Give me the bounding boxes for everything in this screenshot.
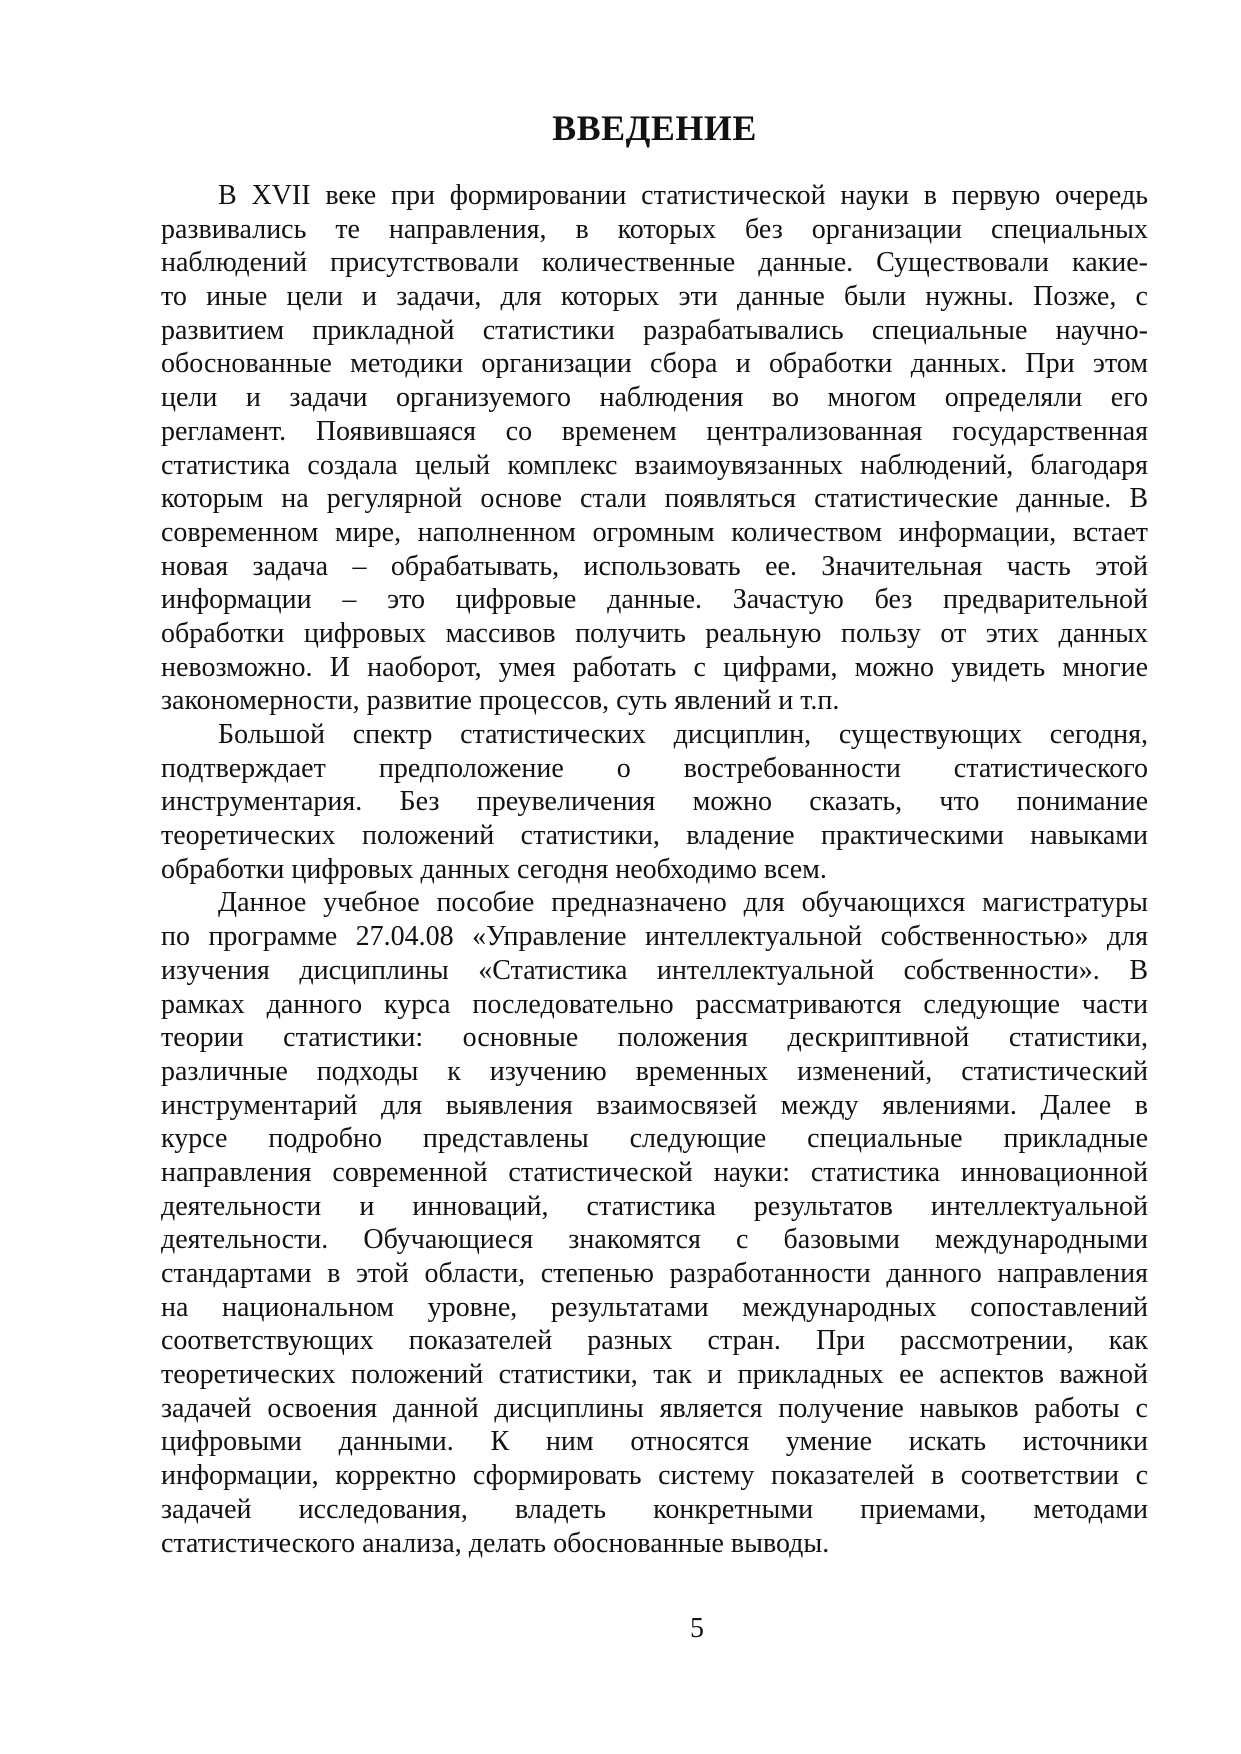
text-line: инструментарий для выявления взаимосвязей между явлениями. Далее в	[161, 1089, 1148, 1121]
text-line: информации – это цифровые данные. Зачастую без предварительной	[161, 584, 1148, 616]
text-line: деятельности и инноваций, статистика результатов интеллектуальной	[161, 1190, 1148, 1222]
text-line: обработки цифровых данных сегодня необходимо всем.	[161, 853, 827, 885]
text-line: различные подходы к изучению временных изменений, статистический	[161, 1055, 1148, 1087]
text-line: деятельности. Обучающиеся знакомятся с базовыми международными	[161, 1224, 1148, 1256]
text-line: цели и задачи организуемого наблюдения во многом определяли его	[161, 382, 1148, 414]
text-line: развивались те направления, в которых без организации специальных	[161, 213, 1148, 245]
text-line: соответствующих показателей разных стран. При рассмотрении, как	[161, 1325, 1148, 1357]
text-line: цифровыми данными. К ним относятся умение искать источники	[161, 1426, 1148, 1458]
text-line: на национальном уровне, результатами международных сопоставлений	[161, 1291, 1148, 1323]
text-line: статистика создала целый комплекс взаимоувязанных наблюдений, благодаря	[161, 449, 1148, 481]
text-line: В XVII веке при формировании статистической науки в первую очередь	[218, 180, 1148, 211]
text-line: изучения дисциплины «Статистика интеллектуальной собственности». В	[161, 954, 1148, 986]
text-line: курсе подробно представлены следующие специальные прикладные	[161, 1123, 1148, 1155]
text-line: теории статистики: основные положения дескриптивной статистики,	[161, 1022, 1148, 1054]
text-line: наблюдений присутствовали количественные данные. Существовали какие-	[161, 247, 1148, 279]
text-line: Данное учебное пособие предназначено для обучающихся магистратуры	[218, 887, 1148, 919]
text-line: направления современной статистической науки: статистика инновационной	[161, 1156, 1148, 1188]
page-footer	[0, 1612, 1241, 1652]
page-number: 5	[690, 1613, 704, 1644]
text-line: теоретических положений статистики, владение практическими навыками	[161, 820, 1148, 852]
text-line: подтверждает предположение о востребованности статистического	[161, 752, 1148, 784]
text-line: статистического анализа, делать обоснованные выводы.	[161, 1527, 830, 1559]
text-line: то иные цели и задачи, для которых эти данные были нужны. Позже, с	[161, 281, 1148, 313]
text-line: которым на регулярной основе стали появляться статистические данные. В	[161, 483, 1148, 515]
text-line: Большой спектр статистических дисциплин, существующих сегодня,	[218, 719, 1148, 750]
text-line: информации, корректно сформировать систему показателей в соответствии с	[161, 1460, 1148, 1492]
text-line: рамках данного курса последовательно рассматриваются следующие части	[161, 988, 1148, 1020]
document-body	[161, 179, 1148, 1560]
page-title: ВВЕДЕНИЕ	[552, 108, 757, 148]
paragraph	[161, 179, 1148, 718]
text-line: новая задача – обрабатывать, использовать ее. Значительная часть этой	[161, 550, 1148, 582]
text-line: развитием прикладной статистики разрабатывались специальные научно-	[161, 314, 1148, 346]
text-line: стандартами в этой области, степенью разработанности данного направления	[161, 1258, 1148, 1289]
paragraph	[161, 718, 1148, 886]
text-line: задачей исследования, владеть конкретными приемами, методами	[161, 1493, 1148, 1525]
text-line: инструментария. Без преувеличения можно сказать, что понимание	[161, 786, 1148, 818]
text-line: теоретических положений статистики, так и прикладных ее аспектов важной	[161, 1359, 1148, 1391]
paragraph	[161, 886, 1148, 1560]
text-line: обоснованные методики организации сбора и обработки данных. При этом	[161, 348, 1148, 380]
text-line: современном мире, наполненном огромным количеством информации, встает	[161, 516, 1148, 548]
text-line: обработки цифровых массивов получить реальную пользу от этих данных	[161, 617, 1148, 649]
text-line: невозможно. И наоборот, умея работать с цифрами, можно увидеть многие	[161, 651, 1148, 683]
text-line: задачей освоения данной дисциплины является получение навыков работы с	[161, 1392, 1148, 1424]
text-line: закономерности, развитие процессов, суть явлений и т.п.	[161, 685, 840, 717]
text-line: регламент. Появившаяся со временем централизованная государственная	[161, 415, 1148, 447]
text-line: по программе 27.04.08 «Управление интеллектуальной собственностью» для	[161, 921, 1148, 953]
